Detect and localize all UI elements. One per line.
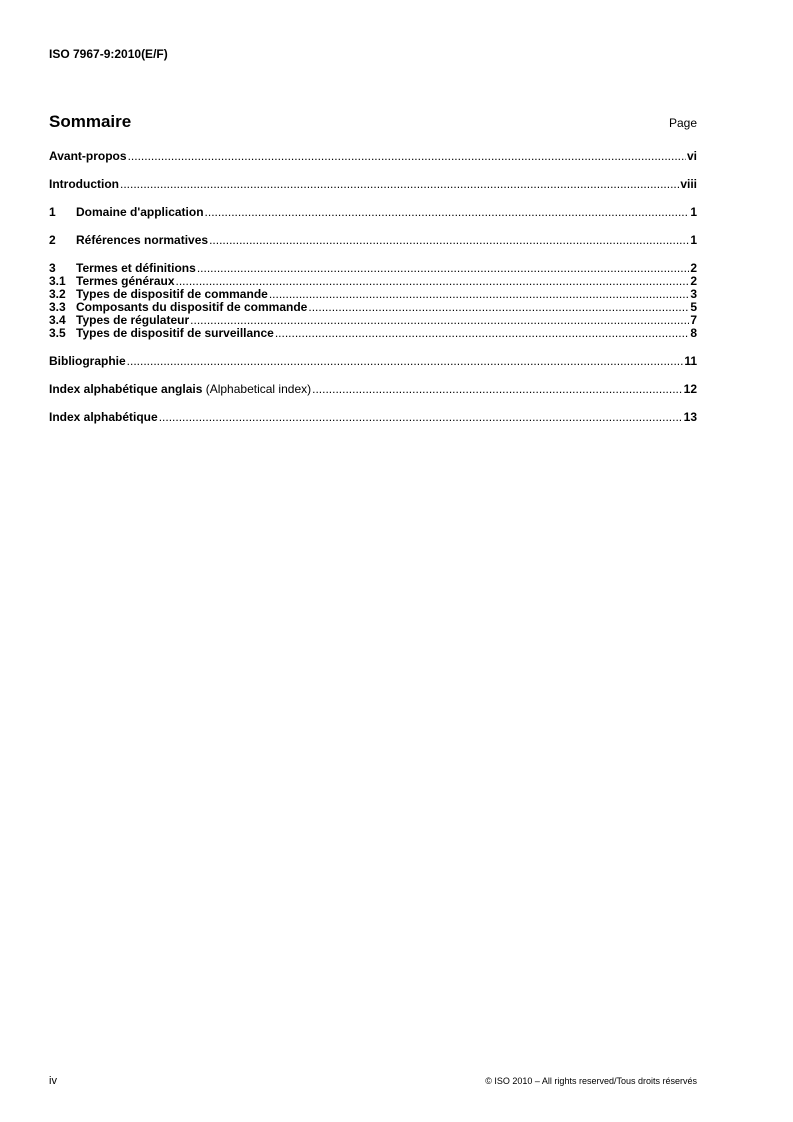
toc-entry-page: vi (686, 149, 697, 163)
toc-entry-label: Composants du dispositif de commande (76, 300, 308, 314)
toc-entry-label: Index alphabétique (49, 410, 158, 424)
toc-entry-number: 3.1 (49, 274, 66, 288)
toc-entry-label: Types de dispositif de surveillance (76, 326, 274, 340)
toc-entry-label: Introduction (49, 177, 119, 191)
toc-title: Sommaire (49, 112, 132, 131)
toc-entry-number: 1 (49, 205, 56, 219)
dot-leader (308, 301, 689, 314)
dot-leader (209, 234, 689, 247)
toc-entry-label: Termes généraux (76, 274, 175, 288)
toc-entry-section-1[interactable] (49, 206, 697, 219)
dot-leader (127, 355, 684, 368)
dot-leader (159, 411, 683, 424)
toc-entry-page: 1 (690, 233, 697, 247)
toc-entry-section-3-5[interactable] (49, 327, 697, 340)
toc-entry-label: Index alphabétique anglais (49, 382, 203, 396)
toc-entry-label: Références normatives (76, 233, 209, 247)
toc-entry-number: 3.4 (49, 313, 66, 327)
toc-entry-page: viii (680, 177, 697, 191)
toc-entry-label: Avant-propos (49, 149, 127, 163)
footer-copyright: © ISO 2010 – All rights reserved/Tous droits réservés (485, 1076, 697, 1086)
toc-entry-number: 3.3 (49, 300, 66, 314)
toc-entry-introduction[interactable] (49, 178, 697, 191)
dot-leader (275, 327, 689, 340)
toc-entry-index-alphabetique[interactable] (49, 411, 697, 424)
toc-entry-index-anglais[interactable] (49, 383, 697, 396)
toc-entry-page: 5 (690, 300, 697, 314)
toc-entry-label: Types de régulateur (76, 313, 190, 327)
footer-page-number: iv (49, 1075, 57, 1087)
document-id: ISO 7967-9:2010(E/F) (49, 47, 168, 61)
toc-entry-number: 2 (49, 233, 56, 247)
toc-entry-bibliographie[interactable] (49, 355, 697, 368)
toc-entry-page: 2 (690, 261, 697, 275)
toc-entry-section-2[interactable] (49, 234, 697, 247)
toc-entry-label: Bibliographie (49, 354, 126, 368)
toc-entry-page: 8 (690, 326, 697, 340)
toc-entry-number: 3.5 (49, 326, 66, 340)
toc-entry-page: 13 (683, 410, 697, 424)
dot-leader (197, 262, 690, 275)
toc-entry-label: Types de dispositif de commande (76, 287, 268, 301)
toc-entry-avant-propos[interactable] (49, 150, 697, 163)
toc-entry-label-group (49, 383, 311, 396)
toc-entry-page: 11 (684, 354, 697, 368)
toc-entry-label: Domaine d'application (76, 205, 204, 219)
dot-leader (128, 150, 686, 163)
page-column-label: Page (668, 116, 697, 130)
toc-entry-page: 7 (690, 313, 697, 327)
toc-entry-page: 2 (690, 274, 697, 288)
toc-header (49, 112, 697, 132)
toc-entry-number: 3.2 (49, 287, 66, 301)
dot-leader (269, 288, 689, 301)
dot-leader (205, 206, 690, 219)
table-of-contents (49, 150, 697, 424)
toc-entry-page: 3 (690, 287, 697, 301)
toc-entry-number: 3 (49, 261, 56, 275)
toc-entry-label: Termes et définitions (76, 261, 196, 275)
toc-entry-label-extra: (Alphabetical index) (205, 382, 312, 396)
dot-leader (120, 178, 679, 191)
toc-entry-page: 12 (683, 382, 697, 396)
dot-leader (312, 383, 683, 396)
toc-entry-page: 1 (690, 205, 697, 219)
